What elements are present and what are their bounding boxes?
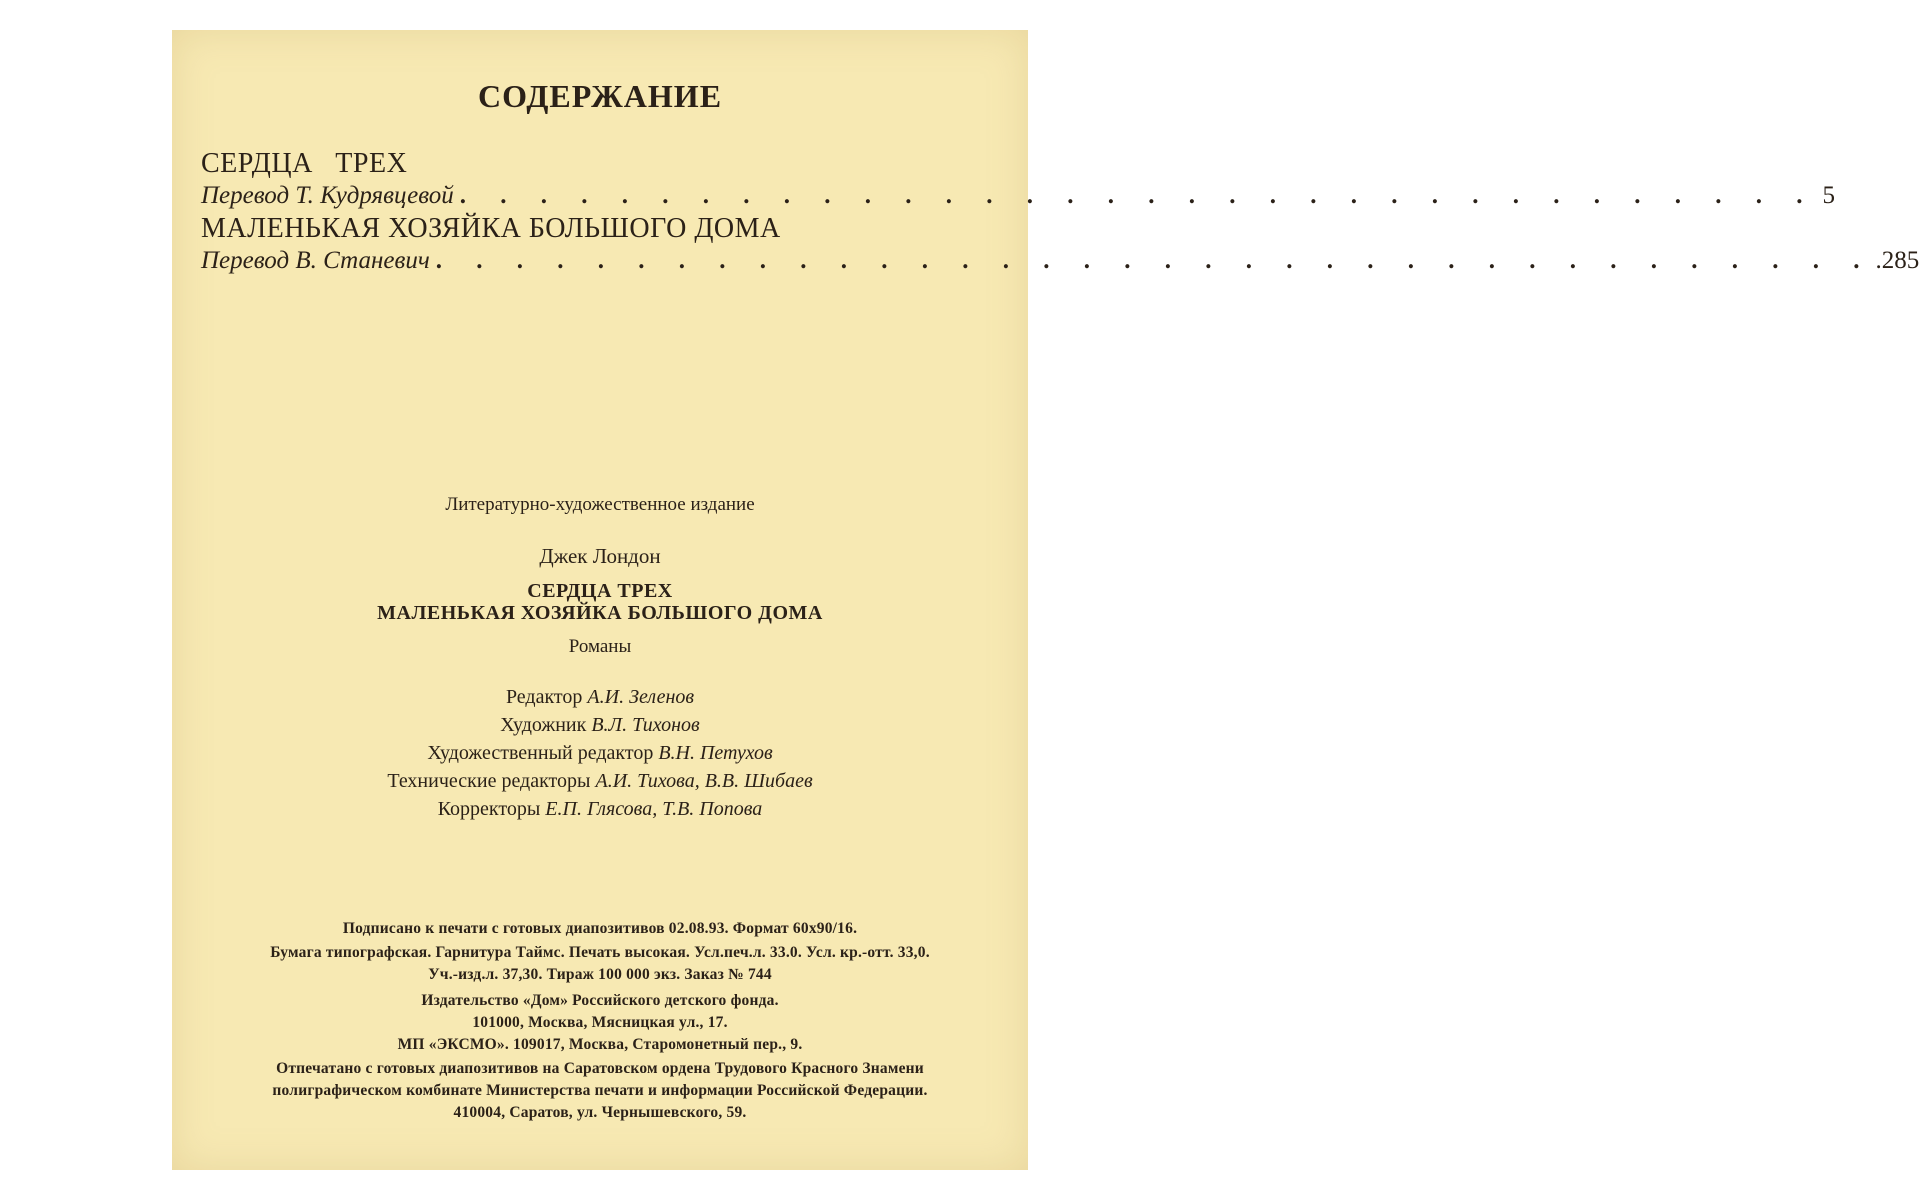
toc-page-number: 5 (1822, 182, 1835, 209)
printer-info-line: Отпечатано с готовых диапозитивов на Саратовском ордена Трудового Красного Знамени (276, 1060, 924, 1077)
credit-names: В.Л. Тихонов (591, 714, 700, 736)
credit-line (172, 770, 1028, 793)
credit-role: Технические редакторы (387, 770, 591, 792)
credit-line (172, 686, 1028, 709)
toc-work-title: МАЛЕНЬКАЯ ХОЗЯЙКА БОЛЬШОГО ДОМА (201, 213, 781, 244)
genre-label: Романы (568, 636, 632, 657)
credit-line (172, 714, 1028, 737)
toc-page-number: .285 (1875, 247, 1919, 274)
publisher-info-line: Издательство «Дом» Российского детского фонда. (421, 992, 779, 1009)
publisher-info-line: 101000, Москва, Мясницкая ул., 17. (472, 1014, 728, 1031)
credit-names: А.И. Зеленов (587, 686, 695, 708)
credit-role: Редактор (505, 686, 583, 708)
credit-role: Художник (500, 714, 587, 736)
imprint-title-1: СЕРДЦА ТРЕХ (527, 580, 673, 602)
credit-role: Корректоры (437, 798, 541, 820)
toc-leader-dots: . . . . . . . . . . . . . . . . . . . . . . . . . . . . . . . . . . . . (435, 247, 1874, 274)
print-info-line: Уч.-изд.л. 37,30. Тираж 100 000 экз. Заказ № 744 (428, 966, 772, 983)
toc-translator: Перевод В. Станевич (201, 247, 430, 274)
print-info-line: Подписано к печати с готовых диапозитивов 02.08.93. Формат 60x90/16. (342, 920, 858, 937)
toc-leader-dots: . . . . . . . . . . . . . . . . . . . . . . . . . . . . . . . . . . (459, 182, 1817, 209)
toc-translator: Перевод Т. Кудрявцевой (201, 182, 454, 209)
toc-title: СОДЕРЖАНИЕ (477, 78, 723, 114)
credit-names: В.Н. Петухов (658, 742, 773, 764)
book-page (172, 30, 1919, 1170)
toc-work-title: СЕРДЦА ТРЕХ (201, 148, 408, 179)
credit-line (172, 798, 1028, 821)
credit-role: Художественный редактор (427, 742, 654, 764)
print-info-line: Бумага типографская. Гарнитура Таймс. Печать высокая. Усл.печ.л. 33.0. Усл. кр.-отт. 33,0. (270, 944, 930, 961)
publisher-info-line: МП «ЭКСМО». 109017, Москва, Старомонетный пер., 9. (397, 1036, 803, 1053)
printer-info-line: 410004, Саратов, ул. Чернышевского, 59. (453, 1104, 747, 1121)
author-name: Джек Лондон (539, 544, 661, 568)
toc-entry (201, 148, 1835, 210)
imprint-title-2: МАЛЕНЬКАЯ ХОЗЯЙКА БОЛЬШОГО ДОМА (377, 602, 823, 624)
toc-line (201, 182, 1835, 210)
toc-line (201, 247, 1919, 275)
credit-line (172, 742, 1028, 765)
edition-type: Литературно-художественное издание (445, 494, 755, 515)
printer-info-line: полиграфическом комбинате Министерства печати и информации Российской Федерации. (272, 1082, 928, 1099)
credit-names: А.И. Тихова, В.В. Шибаев (595, 770, 813, 792)
credit-names: Е.П. Глясова, Т.В. Попова (545, 798, 763, 820)
toc-entry (201, 213, 1919, 275)
